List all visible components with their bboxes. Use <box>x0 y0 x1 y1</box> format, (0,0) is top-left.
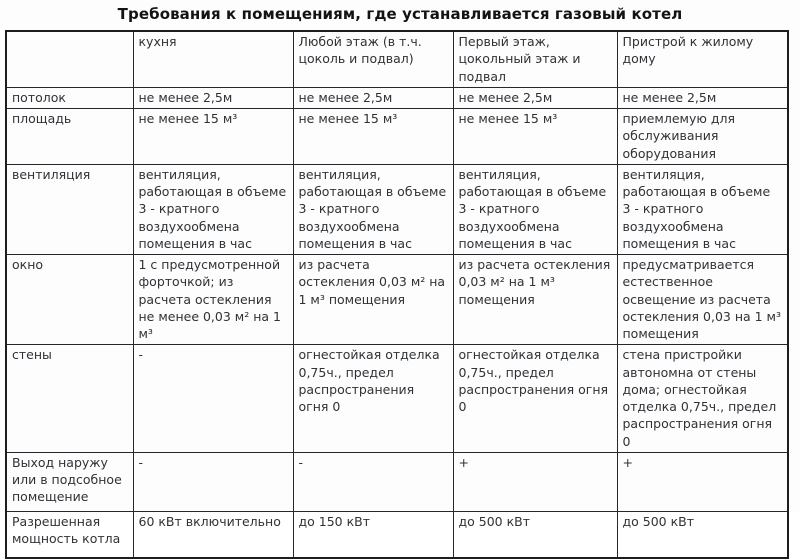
table-row <box>6 511 788 558</box>
table-cell: - <box>133 345 293 453</box>
table-cell: не менее 2,5м <box>133 87 293 108</box>
table-cell: вентиляция, работающая в объеме 3 - кратного воздухообмена помещения в час <box>453 164 617 254</box>
table-row <box>6 255 788 345</box>
row-label: потолок <box>6 87 133 108</box>
table-cell: из расчета остекления 0,03 м² на 1 м³ помещения <box>293 255 453 345</box>
table-cell: + <box>453 452 617 511</box>
table-body <box>6 87 788 558</box>
table-cell: не менее 2,5м <box>617 87 788 108</box>
table-cell: + <box>617 452 788 511</box>
table-row <box>6 345 788 453</box>
table-cell: 60 кВт включительно <box>133 511 293 558</box>
table-cell: вентиляция, работающая в объеме 3 - кратного воздухообмена помещения в час <box>133 164 293 254</box>
table-cell: огнестойкая отделка 0,75ч., предел распространения огня 0 <box>293 345 453 453</box>
table-cell: предусматривается естественное освещение из расчета остекления 0,03 на 1 м³ помещения <box>617 255 788 345</box>
row-label: Выход наружу или в подсобное помещение <box>6 452 133 511</box>
row-label: стены <box>6 345 133 453</box>
column-header: Первый этаж, цокольный этаж и подвал <box>453 31 617 87</box>
table-cell: не менее 15 м³ <box>293 109 453 165</box>
row-label: вентиляция <box>6 164 133 254</box>
row-label: Разрешенная мощность котла <box>6 511 133 558</box>
table-cell: до 150 кВт <box>293 511 453 558</box>
table-cell: приемлемую для обслуживания оборудования <box>617 109 788 165</box>
table-cell: не менее 2,5м <box>293 87 453 108</box>
table-row <box>6 452 788 511</box>
table-cell: не менее 15 м³ <box>133 109 293 165</box>
table-row <box>6 164 788 254</box>
table-cell: не менее 2,5м <box>453 87 617 108</box>
table-cell: вентиляция, работающая в объеме 3 - кратного воздухообмена помещения в час <box>293 164 453 254</box>
table-cell: до 500 кВт <box>453 511 617 558</box>
table-cell: до 500 кВт <box>617 511 788 558</box>
header-row <box>6 31 788 87</box>
column-header: Пристрой к жилому дому <box>617 31 788 87</box>
page-title: Требования к помещениям, где устанавливается газовый котел <box>117 5 683 23</box>
requirements-table <box>5 30 789 559</box>
column-header: кухня <box>133 31 293 87</box>
table-cell: - <box>133 452 293 511</box>
table-row <box>6 109 788 165</box>
row-label: площадь <box>6 109 133 165</box>
table-cell: огнестойкая отделка 0,75ч., предел распространения огня 0 <box>453 345 617 453</box>
table-header <box>6 31 788 87</box>
table-cell: 1 с предусмотренной форточкой; из расчета остекления не менее 0,03 м² на 1 м³ <box>133 255 293 345</box>
column-header: Любой этаж (в т.ч. цоколь и подвал) <box>293 31 453 87</box>
table-cell: стена пристройки автономна от стены дома; огнестойкая отделка 0,75ч., предел распространения огня 0 <box>617 345 788 453</box>
table-row <box>6 87 788 108</box>
table-cell: не менее 15 м³ <box>453 109 617 165</box>
table-cell: - <box>293 452 453 511</box>
corner-cell <box>6 31 133 87</box>
table-cell: вентиляция, работающая в объеме 3 - кратного воздухообмена помещения в час <box>617 164 788 254</box>
row-label: окно <box>6 255 133 345</box>
table-cell: из расчета остекления 0,03 м² на 1 м³ помещения <box>453 255 617 345</box>
